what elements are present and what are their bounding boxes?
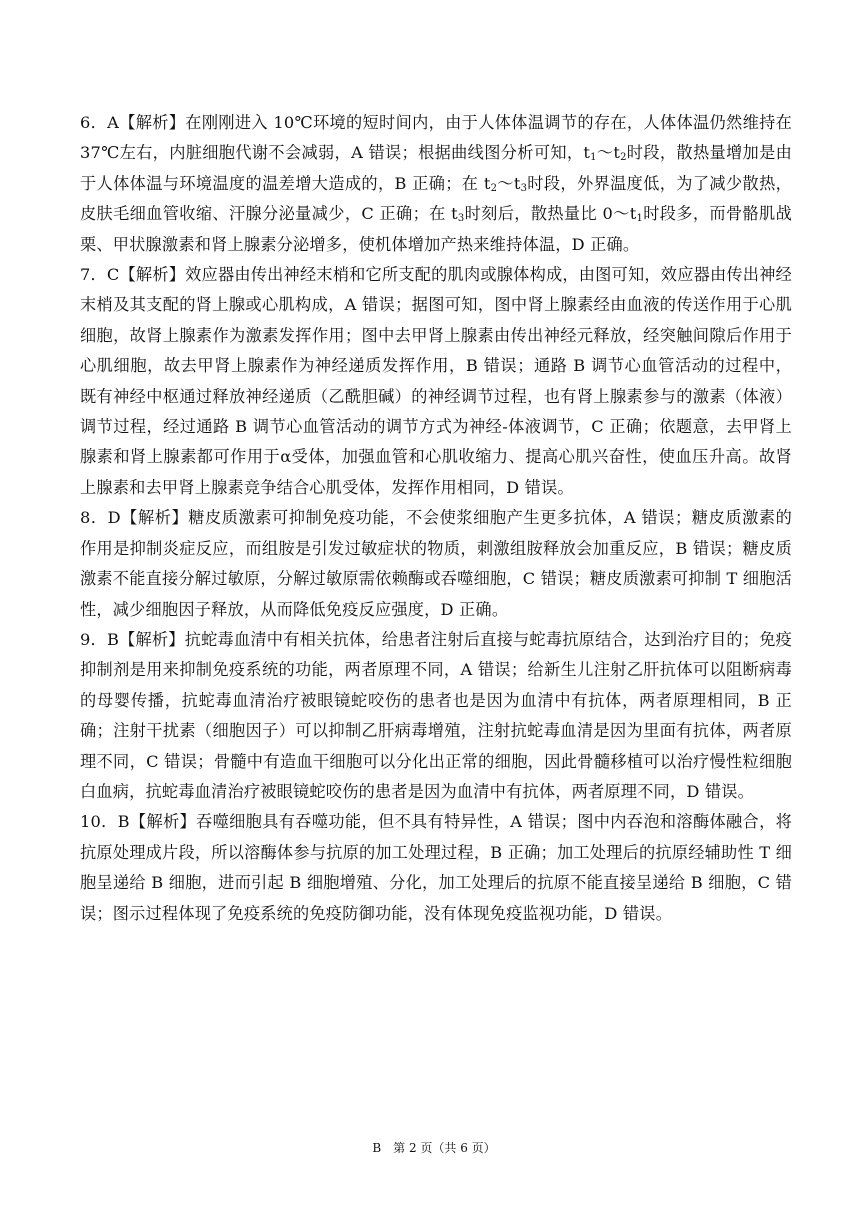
answer-item-9 — [80, 625, 792, 807]
analysis-text: 吞噬细胞具有吞噬功能，但不具有特异性，A 错误；图中内吞泡和溶酶体融合，将抗原处理成片段，所以溶酶体参与抗原的加工处理过程，B 正确；加工处理后的抗原经辅助性 T 细胞呈递给 B 细胞，进而引起 B 细胞增殖、分化，加工处理后的抗原不能直接呈递给 B 细胞，C 错误；图示过程体现了免疫系统的免疫防御功能，没有体现免疫监视功能，D 错误。 — [80, 812, 793, 923]
analysis-tag: 【解析】 — [119, 265, 186, 285]
page-footer: B 第 2 页（共 6 页） — [372, 1141, 496, 1155]
analysis-text: 效应器由传出神经末梢和它所支配的肌肉或腺体构成，由图可知，效应器由传出神经末梢及其支配的肾上腺或心肌构成，A 错误；据图可知，图中肾上腺素经由血液的传送作用于心肌细胞，故肾上腺素作为激素发挥作用；图中去甲肾上腺素由传出神经元释放，经突触间隙后作用于心肌细胞，故去甲肾上腺素作为神经递质发挥作用，B 错误；通路 B 调节心血管活动的过程中，既有神经中枢通过释放神经递质（乙酰胆碱）的神经调节过程，也有肾上腺素参与的激素（体液）调节过程，经过通路 B 调节心血管活动的调节方式为神经-体液调节，C 正确；依题意，去甲肾上腺素和肾上腺素都可作用于α受体，加强血管和心肌收缩力、提高心肌兴奋性，使血压升高。故肾上腺素和去甲肾上腺素竞争结合心肌受体，发挥作用相同，D 错误。 — [80, 265, 792, 497]
analysis-tag: 【解析】 — [120, 508, 189, 528]
answer-item-6: 6．A【解析】在刚刚进入 10℃环境的短时间内，由于人体体温调节的存在，人体体温仍然维持在 37℃左右，内脏细胞代谢不会减弱，A 错误；根据曲线图分析可知，$t_1\sim t_2$时段，散热量增加是由于人体体温与环境温度的温差增大造成的，B 正确；在 $t_2\sim t_3$时段，外界温度低，为了减少散热，皮肤毛细血管收缩、汗腺分泌量减少，C 正确；在 $t_3$时刻后，散热量比 $0\sim t_1$时段多，而骨骼肌战栗、甲状腺激素和肾上腺素分泌增多，使机体增加产热来维持体温，D 正确。 — [80, 113, 793, 254]
answer-item-7 — [80, 260, 792, 503]
answer-content — [80, 108, 792, 929]
analysis-tag: 【解析】 — [119, 113, 186, 132]
answer-item-8 — [80, 503, 792, 625]
question-number: 7．C — [80, 265, 120, 285]
question-number: 8．D — [80, 508, 121, 528]
analysis-text: 糖皮质激素可抑制免疫功能，不会使浆细胞产生更多抗体，A 错误；糖皮质激素的作用是抑制炎症反应，而组胺是引发过敏症状的物质，刺激组胺释放会加重反应，B 错误；糖皮质激素不能直接分解过敏原，分解过敏原需依赖酶或吞噬细胞，C 错误；糖皮质激素可抑制 T 细胞活性，减少细胞因子释放，从而降低免疫反应强度，D 正确。 — [80, 508, 792, 619]
analysis-tag: 【解析】 — [119, 629, 185, 649]
answer-item-10 — [80, 807, 792, 929]
analysis-text: 抗蛇毒血清中有相关抗体，给患者注射后直接与蛇毒抗原结合，达到治疗目的；免疫抑制剂是用来抑制免疫系统的功能，两者原理不同，A 错误；给新生儿注射乙肝抗体可以阻断病毒的母婴传播，抗蛇毒血清治疗被眼镜蛇咬伤的患者也是因为血清中有抗体，两者原理相同，B 正确；注射干扰素（细胞因子）可以抑制乙肝病毒增殖，注射抗蛇毒血清是因为里面有抗体，两者原理不同，C 错误；骨髓中有造血干细胞可以分化出正常的细胞，因此骨髓移植可以治疗慢性粒细胞白血病，抗蛇毒血清治疗被眼镜蛇咬伤的患者是因为血清中有抗体，两者原理不同，D 错误。 — [80, 629, 792, 801]
analysis-tag: 【解析】 — [129, 812, 197, 832]
question-number: 6．A — [80, 113, 120, 132]
question-number: 10．B — [80, 812, 130, 832]
question-number: 9．B — [80, 629, 120, 649]
